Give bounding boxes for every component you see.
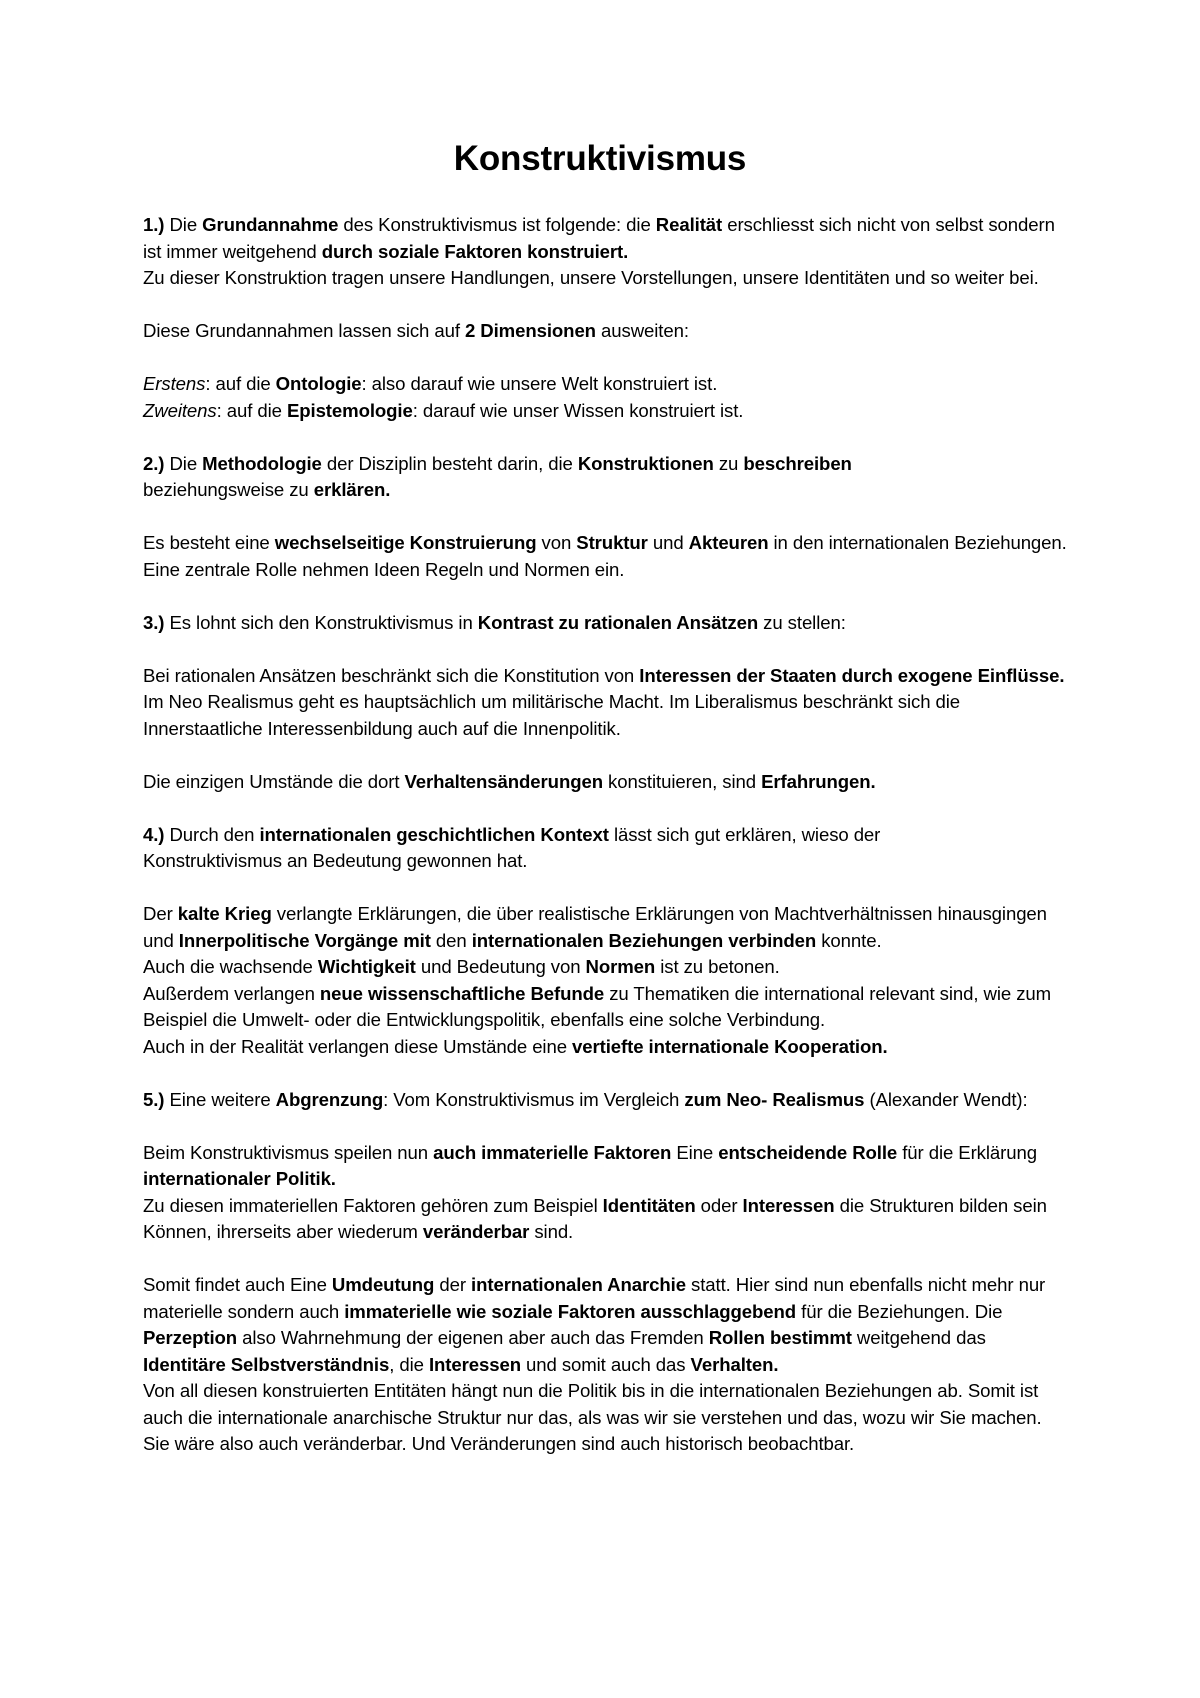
text-run: : auf die [216,399,287,421]
paragraph [143,610,1073,637]
bold-text: Identitäre Selbstverständnis [143,1353,390,1375]
bold-text: internationalen Anarchie [471,1274,686,1295]
text-run: zu stellen: [758,611,846,633]
text-run: Beim Konstruktivismus speilen nun [143,1141,434,1163]
text-run: Durch den [164,823,260,845]
text-run: Eine weitere [164,1088,276,1110]
italic-text: Zweitens [143,399,217,421]
text-run: weitgehend das [851,1327,986,1348]
bold-text: Umdeutung [331,1274,435,1295]
text-run: und [647,532,689,553]
bold-text: auch immaterielle Faktoren [433,1141,672,1163]
text-run: Die [164,214,203,235]
bold-text: 1.) [143,214,165,235]
text-run: Der [143,903,178,924]
bold-text: wechselseitige Konstruierung [274,532,537,553]
text-run: und Bedeutung von [415,956,586,977]
text-run: (Alexander Wendt): [864,1088,1028,1110]
text-run: Eine [671,1141,719,1163]
bold-text: Epistemologie [286,399,413,421]
text-run: Die einzigen Umstände die dort [143,770,405,792]
bold-text: Erfahrungen. [761,770,876,792]
text-run: Eine zentrale Rolle nehmen Ideen Regeln und Normen ein. [143,558,625,580]
bold-text: Interessen der Staaten durch exogene Einflüsse. [639,664,1065,686]
bold-text: internationalen Beziehungen verbinden [471,929,817,951]
paragraph [143,822,1073,875]
bold-text: 3.) [143,611,165,633]
text-run: Außerdem verlangen [143,982,315,1004]
text-run: verlangte Erklärungen, die über realistische Erklärungen von Machtverhältnissen hinausgingen und [143,903,1047,951]
text-run: : darauf wie unser Wissen konstruiert ist. [412,399,744,421]
bold-text: 5.) [143,1088,165,1110]
bold-text: Rollen bestimmt [708,1327,852,1348]
bold-text: internationalen geschichtlichen Kontext [259,823,609,845]
text-run: Im Neo Realismus geht es hauptsächlich um militärische Macht. Im Liberalismus beschränkt sich die Innerstaatliche Interessenbildung auch auf die Innenpolitik. [143,691,961,739]
bold-text: Wichtigkeit [317,956,416,977]
bold-text: Innerpolitische Vorgänge mit [178,929,431,951]
text-run: der Disziplin besteht darin, die [321,452,578,474]
text-run: Diese Grundannahmen lassen sich auf [143,320,465,341]
text-run: statt. Hier sind nun ebenfalls nicht mehr nur materielle sondern auch [143,1274,1046,1322]
document-title: Konstruktivismus [453,139,747,178]
bold-text: vertiefte internationale Kooperation. [572,1035,888,1057]
bold-text: Grundannahme [202,214,339,235]
text-run: des Konstruktivismus ist folgende: die [338,214,656,235]
text-run: Es besteht eine [143,532,275,553]
bold-text: Interessen [428,1353,521,1375]
bold-text: Interessen [742,1194,835,1216]
text-run: sind. [529,1221,574,1242]
bold-text: 4.) [143,823,165,845]
bold-text: Kontrast zu rationalen Ansätzen [477,611,759,633]
bold-text: Verhalten. [690,1353,779,1375]
text-run: Auch die wachsende [143,956,313,977]
bold-text: Normen [585,956,656,977]
bold-text: entscheidende Rolle [718,1141,898,1163]
bold-text: Konstruktionen [577,452,714,474]
text-run: Konstruktivismus an Bedeutung gewonnen hat. [143,850,528,871]
paragraph [143,1272,1073,1458]
text-run: Von all diesen konstruierten Entitäten hängt nun die Politik bis in die internationalen Beziehungen ab. Somit ist auch die internationale anarchische Struktur nur das, als was wir sie verstehen und das, wozu wir Sie machen. Sie wäre also auch veränderbar. Und Veränderungen sind auch historisch beobachtbar. [143,1380,1042,1454]
text-run: zu Thematiken die international relevant sind, wie zum Beispiel die Umwelt- oder die Entwicklungspolitik, ebenfalls eine solche Verbindung. [143,982,1052,1030]
text-run: Es lohnt sich den Konstruktivismus in [164,611,478,633]
text-run: also Wahrnehmung der eigenen aber auch das Fremden [237,1327,709,1348]
bold-text: beschreiben [743,452,852,474]
italic-text: Erstens [143,373,206,394]
text-run: : also darauf wie unsere Welt konstruiert ist. [361,373,718,394]
text-run: der [434,1274,472,1295]
paragraph [143,769,1073,796]
text-run: oder [695,1194,743,1216]
bold-text: Realität [655,214,723,235]
paragraph [143,1087,1073,1114]
text-run: ist zu betonen. [655,956,780,977]
text-run: Zu diesen immateriellen Faktoren gehören zum Beispiel [143,1194,598,1216]
paragraph [143,371,1073,424]
text-run: den [430,929,472,951]
bold-text: Perzeption [143,1327,238,1348]
paragraph [143,318,1073,345]
text-run: : auf die [205,373,276,394]
text-run: : Vom Konstruktivismus im Vergleich [383,1088,685,1110]
text-run: lässt sich gut erklären, wieso der [608,823,881,845]
bold-text: 2 Dimensionen [464,320,596,341]
text-run: von [536,532,577,553]
text-run: Somit findet auch Eine [143,1274,332,1295]
bold-text: Identitäten [602,1194,696,1216]
bold-text: Akteuren [688,532,769,553]
text-run: konnte. [816,929,882,951]
paragraph [143,451,1073,504]
bold-text: Ontologie [275,373,362,394]
text-run: Bei rationalen Ansätzen beschränkt sich die Konstitution von [143,664,640,686]
text-run: zu [713,452,744,474]
text-run: und somit auch das [520,1353,691,1375]
text-run: ausweiten: [595,320,689,341]
bold-text: Verhaltensänderungen [404,770,603,792]
text-run: konstituieren, sind [602,770,762,792]
text-run: Auch in der Realität verlangen diese Umstände eine [143,1035,567,1057]
paragraph [143,212,1073,292]
text-run: für die Erklärung [897,1141,1037,1163]
text-run: die Strukturen bilden sein Können, ihrerseits aber wiederum [143,1194,1047,1242]
text-run: beziehungsweise zu [143,479,309,500]
bold-text: immaterielle wie soziale Faktoren ausschlaggebend [344,1300,797,1322]
text-run: , die [389,1353,429,1375]
document-body [143,212,1073,1484]
bold-text: erklären. [313,479,391,500]
bold-text: durch soziale Faktoren konstruiert. [321,240,629,262]
text-run: für die Beziehungen. Die [796,1300,1003,1322]
text-run: Zu dieser Konstruktion tragen unsere Handlungen, unsere Vorstellungen, unsere Identitäten und so weiter bei. [143,267,1039,288]
paragraph [143,901,1073,1060]
bold-text: Struktur [576,532,648,553]
text-run: in den internationalen Beziehungen. [768,532,1067,553]
paragraph [143,1140,1073,1246]
bold-text: neue wissenschaftliche Befunde [319,982,605,1004]
text-run: Die [164,452,203,474]
bold-text: veränderbar [422,1221,530,1242]
bold-text: kalte Krieg [177,903,272,924]
text-run: erschliesst sich nicht von selbst sondern ist immer weitgehend [143,214,1055,262]
paragraph [143,663,1073,743]
paragraph [143,530,1073,583]
bold-text: Methodologie [202,452,322,474]
bold-text: internationaler Politik. [143,1168,336,1189]
bold-text: zum Neo- Realismus [684,1088,865,1110]
bold-text: Abgrenzung [275,1088,384,1110]
bold-text: 2.) [143,452,165,474]
